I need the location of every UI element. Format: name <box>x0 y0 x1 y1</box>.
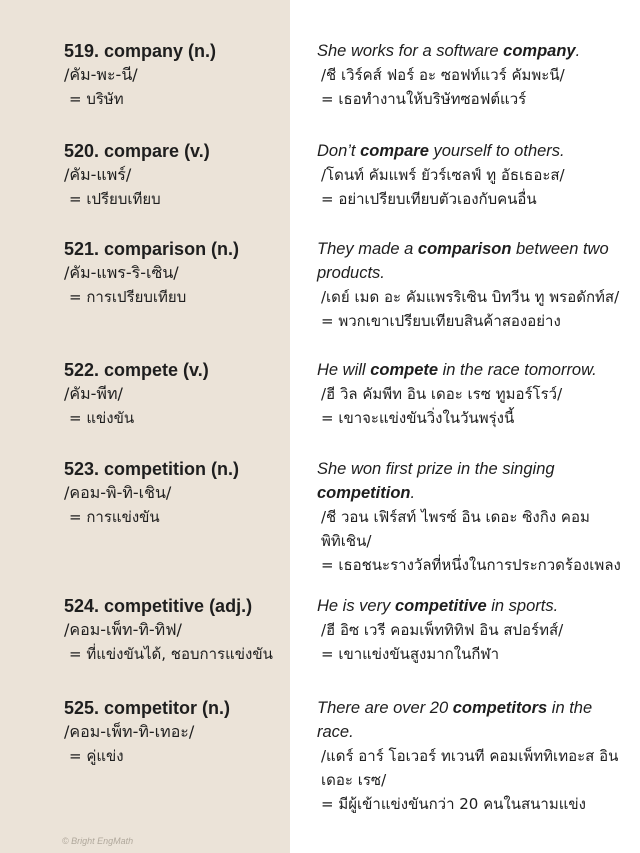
example-sentence <box>317 594 630 618</box>
example-translation: = เธอชนะรางวัลที่หนึ่งในการประกวดร้องเพลง <box>321 556 621 574</box>
word-pronunciation: /คอม-เพ็ท-ทิ-ทิฟ/ <box>64 620 182 639</box>
example-block <box>317 594 630 666</box>
sentence-after: yourself to others. <box>428 142 565 160</box>
word-title: 519. company (n.) <box>64 41 217 61</box>
sentence-keyword: competition <box>317 484 411 502</box>
example-translation: = เขาจะแข่งขันวิ่งในวันพรุ่งนี้ <box>321 409 515 427</box>
example-sentence <box>317 237 630 285</box>
example-pronunciation: /ชี วอน เฟิร์สท์ ไพรซ์ อิน เดอะ ซิงกิง คอมพิทิเชิน/ <box>321 508 590 550</box>
example-translation: = อย่าเปรียบเทียบตัวเองกับคนอื่น <box>321 190 537 208</box>
example-sentence <box>317 139 630 163</box>
example-block <box>317 139 630 211</box>
example-pronunciation: /ชี เวิร์คส์ ฟอร์ อะ ซอฟท์แวร์ คัมพะนี/ <box>321 66 565 84</box>
word-block <box>64 696 286 768</box>
example-translation: = พวกเขาเปรียบเทียบสินค้าสองอย่าง <box>321 312 561 330</box>
example-pronunciation: /เดย์ เมด อะ คัมแพรริเซิน บิทวีน ทู พรอดักท์ส/ <box>321 288 620 306</box>
example-sentence <box>317 358 630 382</box>
sentence-keyword: compete <box>370 361 439 379</box>
word-pronunciation: /คอม-พิ-ทิ-เชิน/ <box>64 483 172 502</box>
word-block <box>64 237 286 309</box>
example-block <box>317 696 630 816</box>
word-pronunciation: /คัม-พีท/ <box>64 384 123 403</box>
sentence-keyword: comparison <box>417 240 512 258</box>
word-meaning: = การเปรียบเทียบ <box>69 288 187 306</box>
sentence-before: He is very <box>317 597 395 615</box>
word-pronunciation: /คัม-แพร์/ <box>64 165 132 184</box>
word-block <box>64 139 286 211</box>
sentence-keyword: competitive <box>394 597 487 615</box>
example-block <box>317 358 630 430</box>
word-block <box>64 39 286 111</box>
sentence-before: They made a <box>317 240 418 258</box>
sentence-before: She won first prize in the singing <box>317 460 555 478</box>
sentence-after: between two products. <box>317 240 609 282</box>
example-pronunciation: /แดร์ อาร์ โอเวอร์ ทเวนที คอมเพ็ททิเทอะส อิน เดอะ เรซ/ <box>321 747 619 789</box>
word-meaning: = การแข่งขัน <box>69 508 160 526</box>
sentence-after: in sports. <box>486 597 559 615</box>
word-meaning: = คู่แข่ง <box>69 747 124 765</box>
example-pronunciation: /ฮี อิซ เวรี คอมเพ็ททิทิฟ อิน สปอร์ทส์/ <box>321 621 564 639</box>
sentence-after: in the race tomorrow. <box>438 361 597 379</box>
word-title: 520. compare (v.) <box>64 141 210 161</box>
sentence-keyword: compare <box>360 142 429 160</box>
word-pronunciation: /คัม-แพร-ริ-เซิน/ <box>64 263 179 282</box>
sentence-keyword: company <box>503 42 576 60</box>
example-sentence <box>317 696 630 744</box>
word-meaning: = เปรียบเทียบ <box>69 190 161 208</box>
example-pronunciation: /โดนท์ คัมแพร์ ยัวร์เซลฟ์ ทู อัธเธอะส/ <box>321 166 565 184</box>
example-block <box>317 457 630 577</box>
word-pronunciation: /คอม-เพ็ท-ทิ-เทอะ/ <box>64 722 195 741</box>
sentence-after: in the race. <box>317 699 593 741</box>
word-title: 525. competitor (n.) <box>64 698 231 718</box>
word-pronunciation: /คัม-พะ-นี/ <box>64 65 138 84</box>
example-sentence <box>317 457 630 505</box>
sentence-before: There are over 20 <box>317 699 453 717</box>
sentence-before: He will <box>317 361 371 379</box>
sentence-after: . <box>575 42 581 60</box>
sentence-before: She works for a software <box>317 42 504 60</box>
word-title: 524. competitive (adj.) <box>64 596 253 616</box>
word-block <box>64 594 286 666</box>
word-meaning: = ที่แข่งขันได้, ชอบการแข่งขัน <box>69 645 273 663</box>
word-title: 523. competition (n.) <box>64 459 240 479</box>
example-translation: = มีผู้เข้าแข่งขันกว่า 20 คนในสนามแข่ง <box>321 795 586 813</box>
example-pronunciation: /ฮี วิล คัมพีท อิน เดอะ เรซ ทูมอร์โรว์/ <box>321 385 563 403</box>
sentence-keyword: competitors <box>452 699 548 717</box>
word-title: 521. comparison (n.) <box>64 239 240 259</box>
sentence-before: Don’t <box>317 142 361 160</box>
example-translation: = เขาแข่งขันสูงมากในกีฬา <box>321 645 500 663</box>
word-block <box>64 358 286 430</box>
example-translation: = เธอทำงานให้บริษัทซอฟต์แวร์ <box>321 90 527 108</box>
word-meaning: = บริษัท <box>69 90 124 108</box>
word-block <box>64 457 286 529</box>
example-block <box>317 237 630 333</box>
sentence-after: . <box>410 484 416 502</box>
word-title: 522. compete (v.) <box>64 360 209 380</box>
example-sentence <box>317 39 630 63</box>
word-meaning: = แข่งขัน <box>69 409 135 427</box>
example-block <box>317 39 630 111</box>
footer-credit: © Bright EngMath <box>62 836 134 846</box>
